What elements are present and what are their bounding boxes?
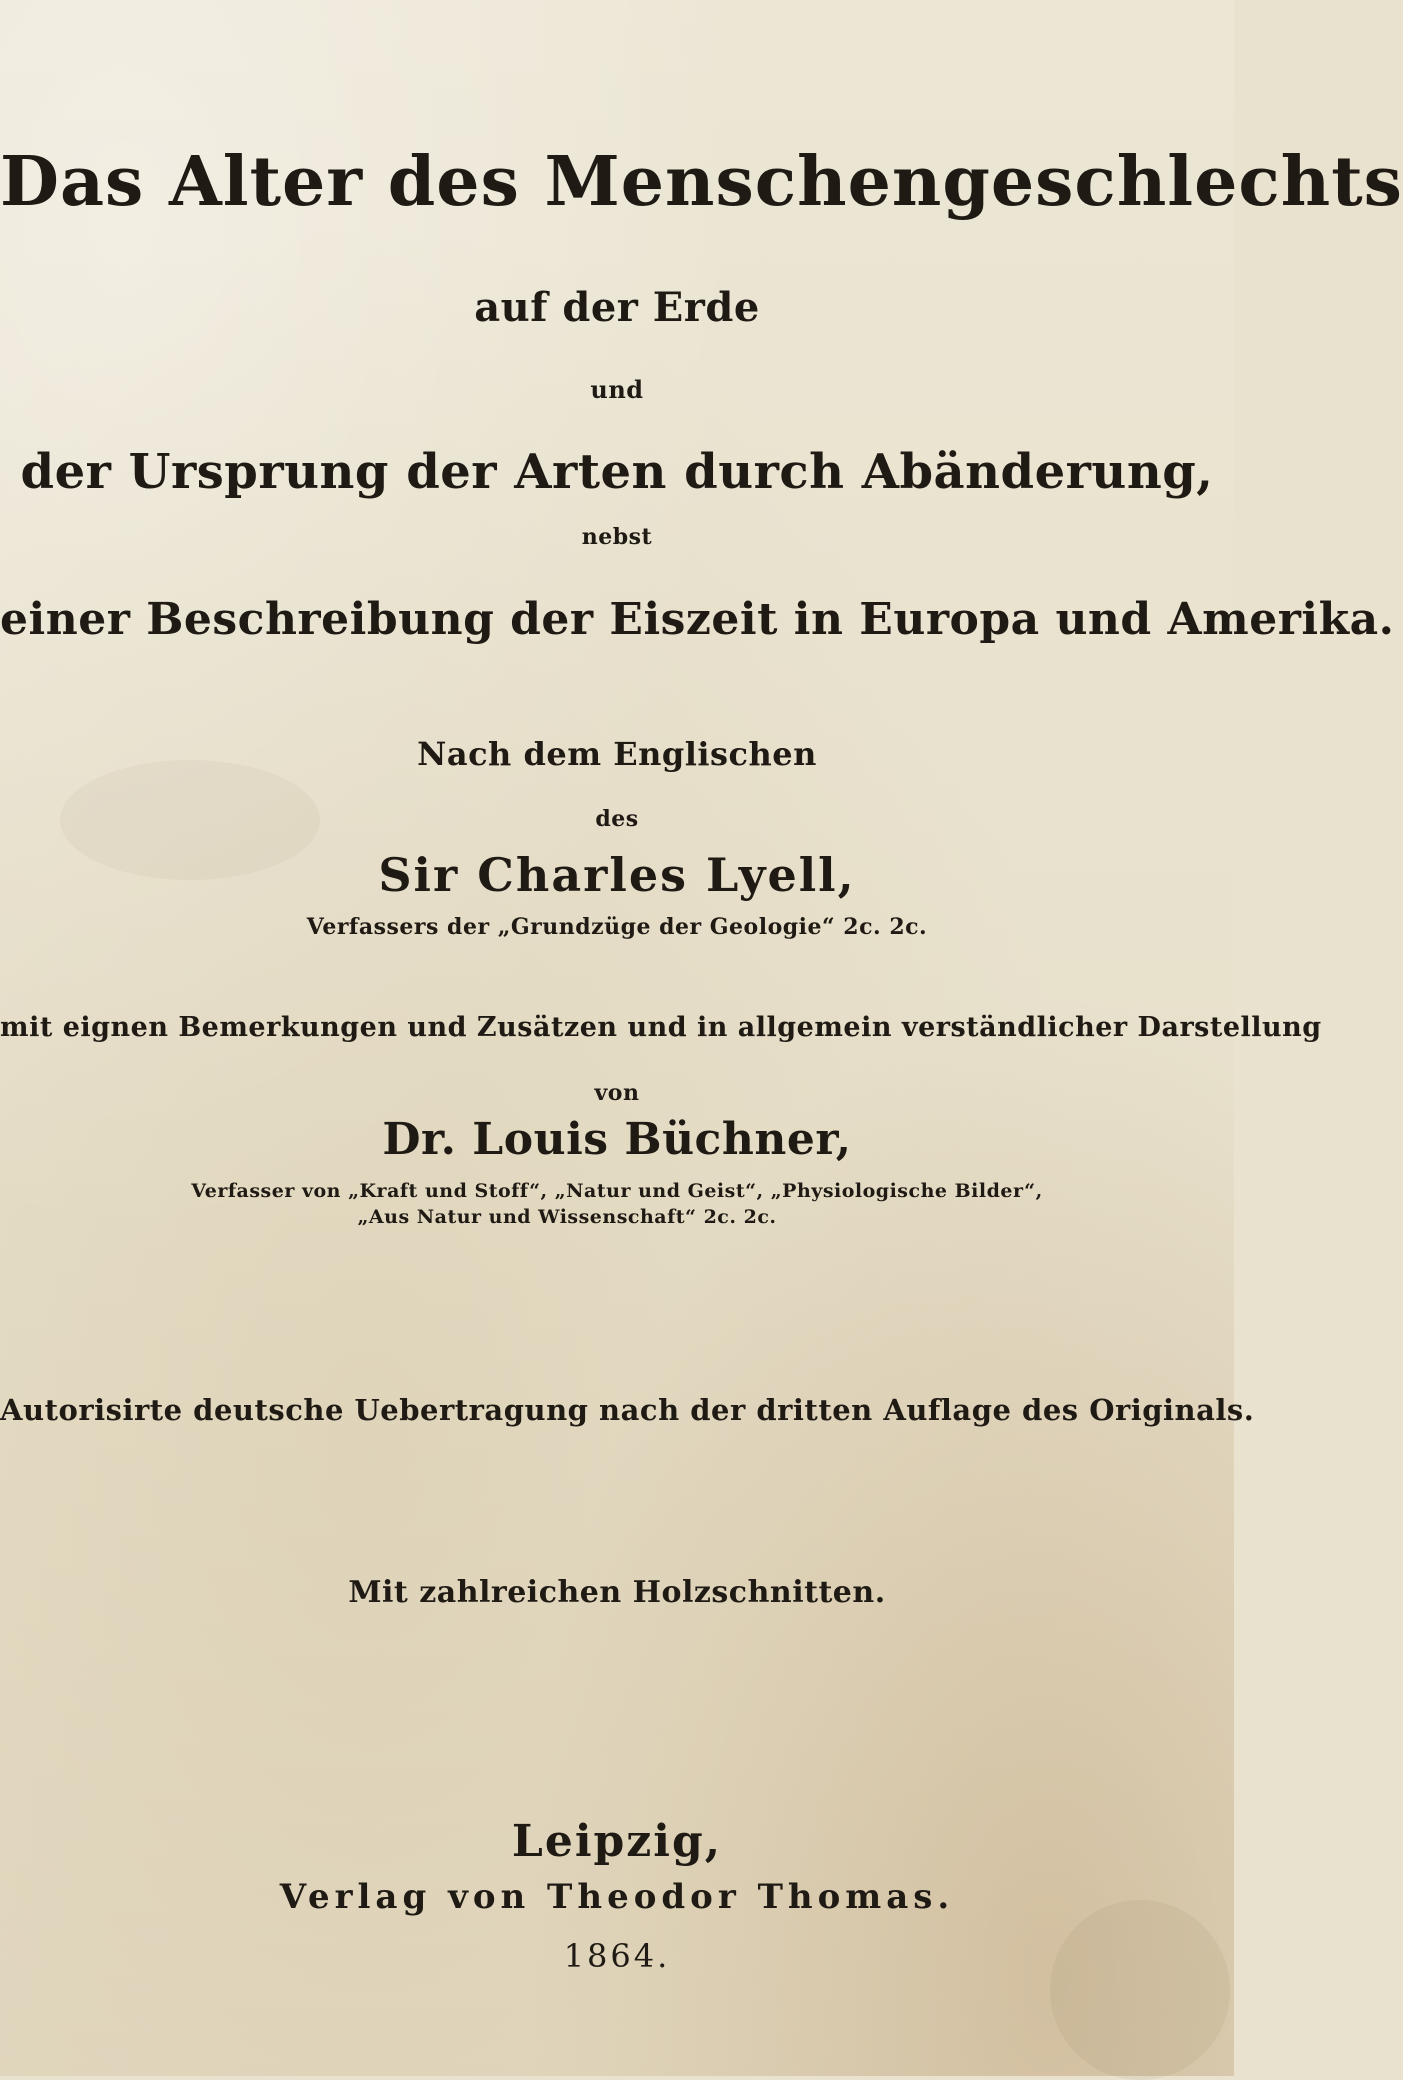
connector-und: und <box>590 375 644 404</box>
publication-place: Leipzig, <box>511 1816 723 1867</box>
connector-von: von <box>594 1080 640 1106</box>
editor-name: Dr. Louis Büchner, <box>382 1114 852 1165</box>
author-name: Sir Charles Lyell, <box>378 848 856 902</box>
authorized-translation-line: Autorisirte deutsche Uebertragung nach der dritten Auflage des Originals. <box>0 1393 1255 1427</box>
connector-nebst: nebst <box>581 524 653 550</box>
author-description: Verfassers der „Grundzüge der Geologie“ 2c. 2c. <box>306 914 928 940</box>
subtitle-line-3: einer Beschreibung der Eiszeit in Europa und Amerika. <box>0 594 1395 645</box>
subtitle-line-1: auf der Erde <box>474 284 760 331</box>
publication-year: 1864. <box>563 1937 671 1975</box>
editor-works-line-2: „Aus Natur und Wissenschaft“ 2c. 2c. <box>357 1206 777 1228</box>
paper-stain <box>1050 1900 1230 2080</box>
book-title: Das Alter des Menschengeschlechts <box>0 142 1403 222</box>
publisher-line: Verlag von Theodor Thomas. <box>279 1877 955 1917</box>
illustrations-line: Mit zahlreichen Holzschnitten. <box>348 1575 886 1610</box>
connector-des: des <box>595 806 639 832</box>
subtitle-line-2: der Ursprung der Arten durch Abänderung, <box>20 444 1214 500</box>
editor-works-line-1: Verfasser von „Kraft und Stoff“, „Natur und Geist“, „Physiologische Bilder“, <box>191 1180 1043 1202</box>
remarks-line: mit eignen Bemerkungen und Zusätzen und in allgemein verständlicher Darstellung <box>0 1012 1322 1043</box>
translated-from-line: Nach dem Englischen <box>417 735 817 773</box>
